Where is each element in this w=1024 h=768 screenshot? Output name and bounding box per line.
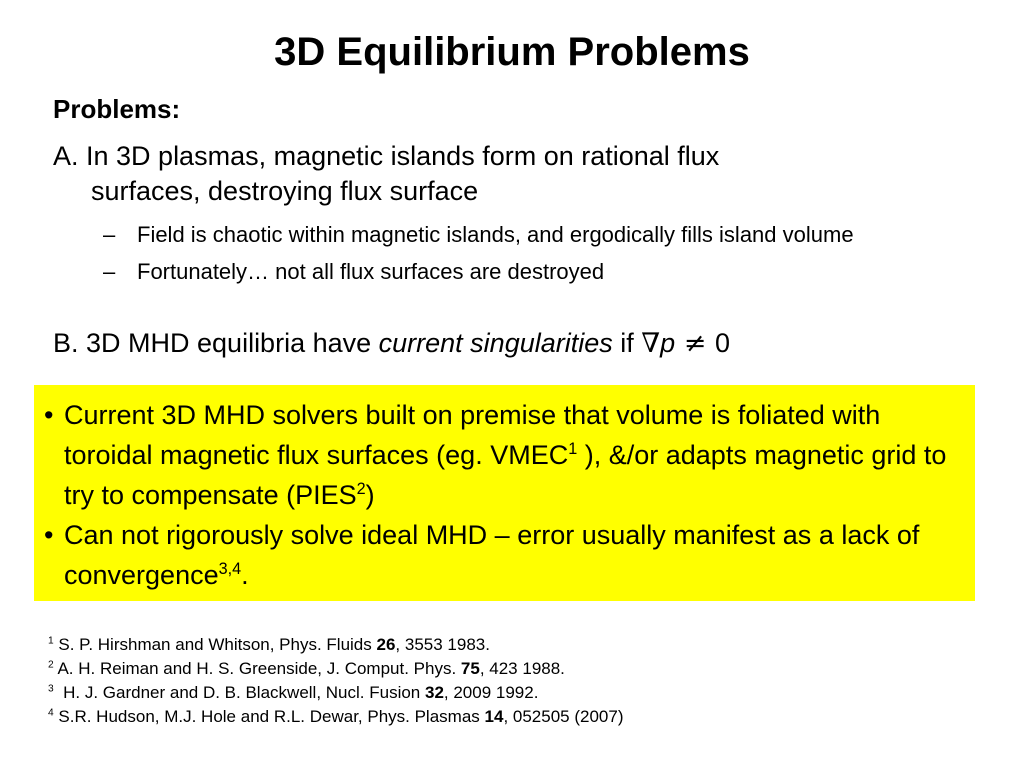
reference-volume: 32 bbox=[424, 683, 444, 702]
highlight-text: ) bbox=[365, 480, 375, 510]
reference-text: H. J. Gardner and D. B. Blackwell, Nucl. Fusion bbox=[53, 683, 425, 702]
nabla-symbol: ∇ bbox=[641, 328, 661, 359]
point-b-emphasis: current singularities bbox=[378, 328, 613, 358]
highlight-item bbox=[44, 515, 967, 595]
reference-volume: 75 bbox=[460, 659, 480, 678]
reference-text: , 3553 1983. bbox=[395, 635, 490, 654]
not-equal-symbol: ≠ bbox=[675, 328, 715, 359]
reference-number: 4 bbox=[48, 707, 54, 719]
references bbox=[48, 633, 948, 729]
highlight-item bbox=[44, 395, 967, 515]
reference-item bbox=[48, 657, 948, 681]
highlight-box bbox=[34, 385, 975, 601]
subpoint bbox=[103, 256, 893, 287]
point-b-middle: if bbox=[612, 328, 642, 358]
reference-text: , 052505 (2007) bbox=[503, 707, 624, 726]
point-a bbox=[53, 139, 923, 209]
reference-number: 3 bbox=[48, 683, 54, 695]
highlight-text: . bbox=[241, 560, 249, 590]
reference-number: 1 bbox=[48, 635, 54, 647]
subpoint-text: Fortunately… not all flux surfaces are destroyed bbox=[137, 259, 605, 284]
citation-superscript: 1 bbox=[568, 440, 578, 458]
reference-text: S. P. Hirshman and Whitson, Phys. Fluids bbox=[53, 635, 377, 654]
reference-number: 2 bbox=[48, 659, 54, 671]
highlight-text: Can not rigorously solve ideal MHD – error usually manifest as a lack of convergence bbox=[64, 520, 920, 590]
problems-heading: Problems: bbox=[53, 94, 181, 124]
subpoint bbox=[103, 219, 893, 250]
dash-marker: – bbox=[103, 259, 116, 284]
bullet-marker: • bbox=[44, 400, 54, 430]
citation-superscript: 2 bbox=[356, 480, 366, 498]
reference-text: , 2009 1992. bbox=[443, 683, 539, 702]
point-a-subpoints bbox=[103, 219, 893, 293]
reference-item bbox=[48, 705, 948, 729]
highlight-text: ), &/or adapts magnetic grid to try to compensate (PIES bbox=[64, 440, 947, 510]
highlight-text: Current 3D MHD solvers built on premise that volume is foliated with toroidal magnetic flux surfaces (eg. VMEC bbox=[64, 400, 881, 470]
slide-title: 3D Equilibrium Problems bbox=[274, 30, 750, 74]
reference-item bbox=[48, 633, 948, 657]
reference-text: , 423 1988. bbox=[479, 659, 565, 678]
bullet-marker: • bbox=[44, 520, 54, 550]
zero-value: 0 bbox=[714, 328, 730, 358]
point-b-prefix: B. 3D MHD equilibria have bbox=[53, 328, 379, 358]
reference-volume: 14 bbox=[484, 707, 504, 726]
reference-text: A. H. Reiman and H. S. Greenside, J. Comput. Phys. bbox=[53, 659, 461, 678]
subpoint-text: Field is chaotic within magnetic islands, and ergodically fills island volume bbox=[137, 222, 854, 247]
reference-text: S.R. Hudson, M.J. Hole and R.L. Dewar, Phys. Plasmas bbox=[53, 707, 485, 726]
point-a-line2: surfaces, destroying flux surface bbox=[91, 176, 479, 206]
highlight-list bbox=[44, 395, 967, 595]
reference-item bbox=[48, 681, 948, 705]
point-b bbox=[53, 326, 730, 361]
reference-volume: 26 bbox=[376, 635, 396, 654]
point-a-line1: A. In 3D plasmas, magnetic islands form on rational flux bbox=[53, 141, 720, 171]
citation-superscript: 3,4 bbox=[218, 560, 242, 578]
pressure-symbol: p bbox=[660, 328, 676, 358]
dash-marker: – bbox=[103, 222, 116, 247]
